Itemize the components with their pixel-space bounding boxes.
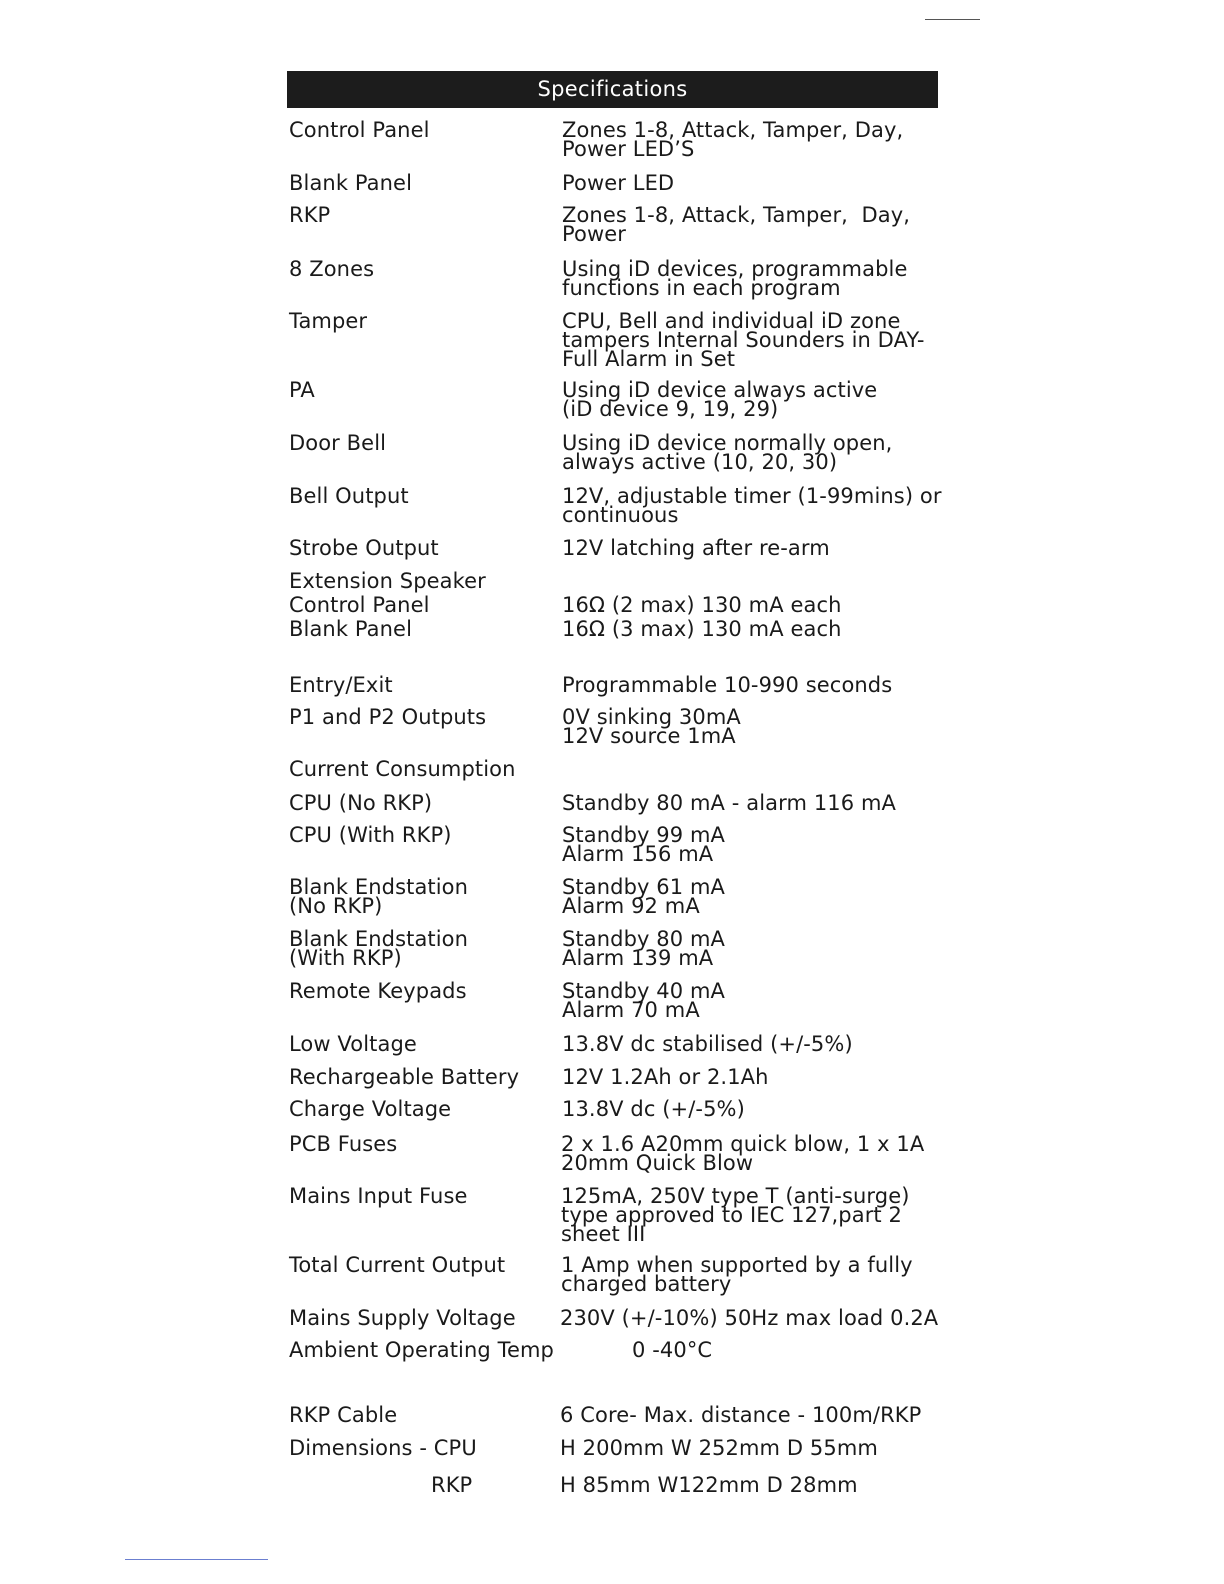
spec-label: Remote Keypads <box>289 979 467 1003</box>
spec-label: Door Bell <box>289 431 387 455</box>
spec-value <box>562 378 878 421</box>
spec-value-line: (iD device 9, 19, 29) <box>562 397 779 421</box>
spec-value <box>560 1306 939 1330</box>
spec-value-line: Standby 99 mA <box>562 823 726 847</box>
spec-label: Mains Supply Voltage <box>289 1306 516 1330</box>
spec-value-line: Using iD devices, programmable <box>562 257 908 281</box>
spec-value-line: 13.8V dc (+/-5%) <box>562 1097 745 1121</box>
spec-value-line: Alarm 139 mA <box>562 946 714 970</box>
spec-label: Blank Endstation (No RKP) <box>289 875 469 918</box>
spec-label: Low Voltage <box>289 1032 417 1056</box>
spec-value-line: sheet III <box>561 1222 646 1246</box>
spec-label: Blank Panel <box>289 171 413 195</box>
page-edge-mark-bottom <box>125 1559 268 1560</box>
spec-value-line: Standby 61 mA <box>562 875 726 899</box>
spec-value-line: 12V 1.2Ah or 2.1Ah <box>562 1065 769 1089</box>
spec-label: Entry/Exit <box>289 673 393 697</box>
spec-value-line: Power LED’S <box>562 137 695 161</box>
spec-label: Strobe Output <box>289 536 439 560</box>
spec-value-line: Programmable 10-990 seconds <box>562 673 893 697</box>
spec-value-line: H 85mm W122mm D 28mm <box>560 1473 858 1497</box>
spec-value-line: type approved to IEC 127,part 2 <box>561 1203 903 1227</box>
spec-value <box>560 1473 858 1497</box>
spec-label: RKP <box>431 1473 473 1497</box>
spec-value <box>562 823 726 866</box>
spec-value <box>562 171 675 195</box>
spec-value <box>562 431 893 474</box>
spec-value <box>562 257 908 300</box>
spec-value <box>562 1032 853 1056</box>
spec-value <box>562 875 726 918</box>
spec-label: Mains Input Fuse <box>289 1184 468 1208</box>
spec-value-line: charged battery <box>561 1272 732 1296</box>
spec-value <box>562 1097 745 1121</box>
spec-value <box>562 118 904 161</box>
spec-value-line: 2 x 1.6 A20mm quick blow, 1 x 1A <box>561 1132 925 1156</box>
spec-value <box>562 927 726 970</box>
page-edge-mark-top <box>925 19 980 20</box>
spec-value <box>562 536 830 560</box>
spec-value <box>562 705 741 748</box>
spec-label: Control Panel <box>289 593 430 617</box>
spec-value-line: H 200mm W 252mm D 55mm <box>560 1436 878 1460</box>
spec-label: 8 Zones <box>289 257 375 281</box>
spec-value-line: Alarm 156 mA <box>562 842 714 866</box>
spec-label: Current Consumption <box>289 757 516 781</box>
spec-label: Dimensions - CPU <box>289 1436 477 1460</box>
spec-value-line: 0V sinking 30mA <box>562 705 741 729</box>
spec-label: Blank Endstation (With RKP) <box>289 927 469 970</box>
spec-value <box>562 484 942 527</box>
spec-value-line: Using iD device always active <box>562 378 878 402</box>
spec-value-line: 12V, adjustable timer (1-99mins) or <box>562 484 942 508</box>
spec-value <box>562 203 911 246</box>
spec-label: Extension Speaker <box>289 569 486 593</box>
spec-label: CPU (No RKP) <box>289 791 433 815</box>
spec-value <box>562 791 897 815</box>
spec-value-line: always active (10, 20, 30) <box>562 450 838 474</box>
spec-label: CPU (With RKP) <box>289 823 452 847</box>
spec-value <box>562 1065 769 1089</box>
spec-label: Tamper <box>289 309 368 333</box>
spec-value-line: 16Ω (3 max) 130 mA each <box>562 617 842 641</box>
spec-label: Charge Voltage <box>289 1097 452 1121</box>
spec-value-line: Alarm 70 mA <box>562 998 700 1022</box>
spec-value-line: CPU, Bell and individual iD zone <box>562 309 901 333</box>
spec-value-line: Standby 80 mA <box>562 927 726 951</box>
spec-value <box>562 309 925 371</box>
spec-value <box>560 1436 878 1460</box>
spec-value-line: Full Alarm in Set <box>562 347 736 371</box>
spec-value-line: 12V source 1mA <box>562 724 736 748</box>
spec-value-line: continuous <box>562 503 679 527</box>
spec-label: RKP Cable <box>289 1403 398 1427</box>
spec-label: Blank Panel <box>289 617 413 641</box>
spec-label: P1 and P2 Outputs <box>289 705 487 729</box>
spec-label: Total Current Output <box>289 1253 506 1277</box>
spec-value-line: 20mm Quick Blow <box>561 1151 754 1175</box>
spec-label: Rechargeable Battery <box>289 1065 520 1089</box>
spec-label: Ambient Operating Temp <box>289 1338 554 1362</box>
spec-value-line: 0 -40°C <box>632 1338 713 1362</box>
spec-value-line: tampers Internal Sounders in DAY- <box>562 328 925 352</box>
spec-value <box>561 1184 910 1246</box>
spec-value-line: 12V latching after re-arm <box>562 536 830 560</box>
spec-value-line: functions in each program <box>562 276 841 300</box>
spec-value-line: Zones 1-8, Attack, Tamper, Day, <box>562 203 911 227</box>
spec-value-line: 1 Amp when supported by a fully <box>561 1253 913 1277</box>
spec-value-line: 6 Core- Max. distance - 100m/RKP <box>560 1403 922 1427</box>
spec-value-line: Using iD device normally open, <box>562 431 893 455</box>
spec-label: RKP <box>289 203 331 227</box>
spec-label: PA <box>289 378 315 402</box>
spec-value-line: 125mA, 250V type T (anti-surge) <box>561 1184 910 1208</box>
spec-value-line: Zones 1-8, Attack, Tamper, Day, <box>562 118 904 142</box>
spec-value <box>560 1403 922 1427</box>
spec-value-line: 13.8V dc stabilised (+/-5%) <box>562 1032 853 1056</box>
spec-label: PCB Fuses <box>289 1132 398 1156</box>
spec-value <box>562 617 842 641</box>
spec-value-line: Power LED <box>562 171 675 195</box>
spec-value-line: Power <box>562 222 626 246</box>
spec-value <box>561 1132 925 1175</box>
spec-label: Bell Output <box>289 484 409 508</box>
spec-value <box>562 979 726 1022</box>
spec-value-line: 16Ω (2 max) 130 mA each <box>562 593 842 617</box>
spec-value-line: 230V (+/-10%) 50Hz max load 0.2A <box>560 1306 939 1330</box>
spec-value <box>632 1338 713 1362</box>
specifications-header: Specifications <box>287 71 938 108</box>
spec-value-line: Standby 40 mA <box>562 979 726 1003</box>
spec-value <box>562 593 842 617</box>
spec-value <box>562 673 893 697</box>
spec-value-line: Standby 80 mA - alarm 116 mA <box>562 791 897 815</box>
spec-value <box>561 1253 913 1296</box>
spec-value-line: Alarm 92 mA <box>562 894 700 918</box>
spec-label: Control Panel <box>289 118 430 142</box>
